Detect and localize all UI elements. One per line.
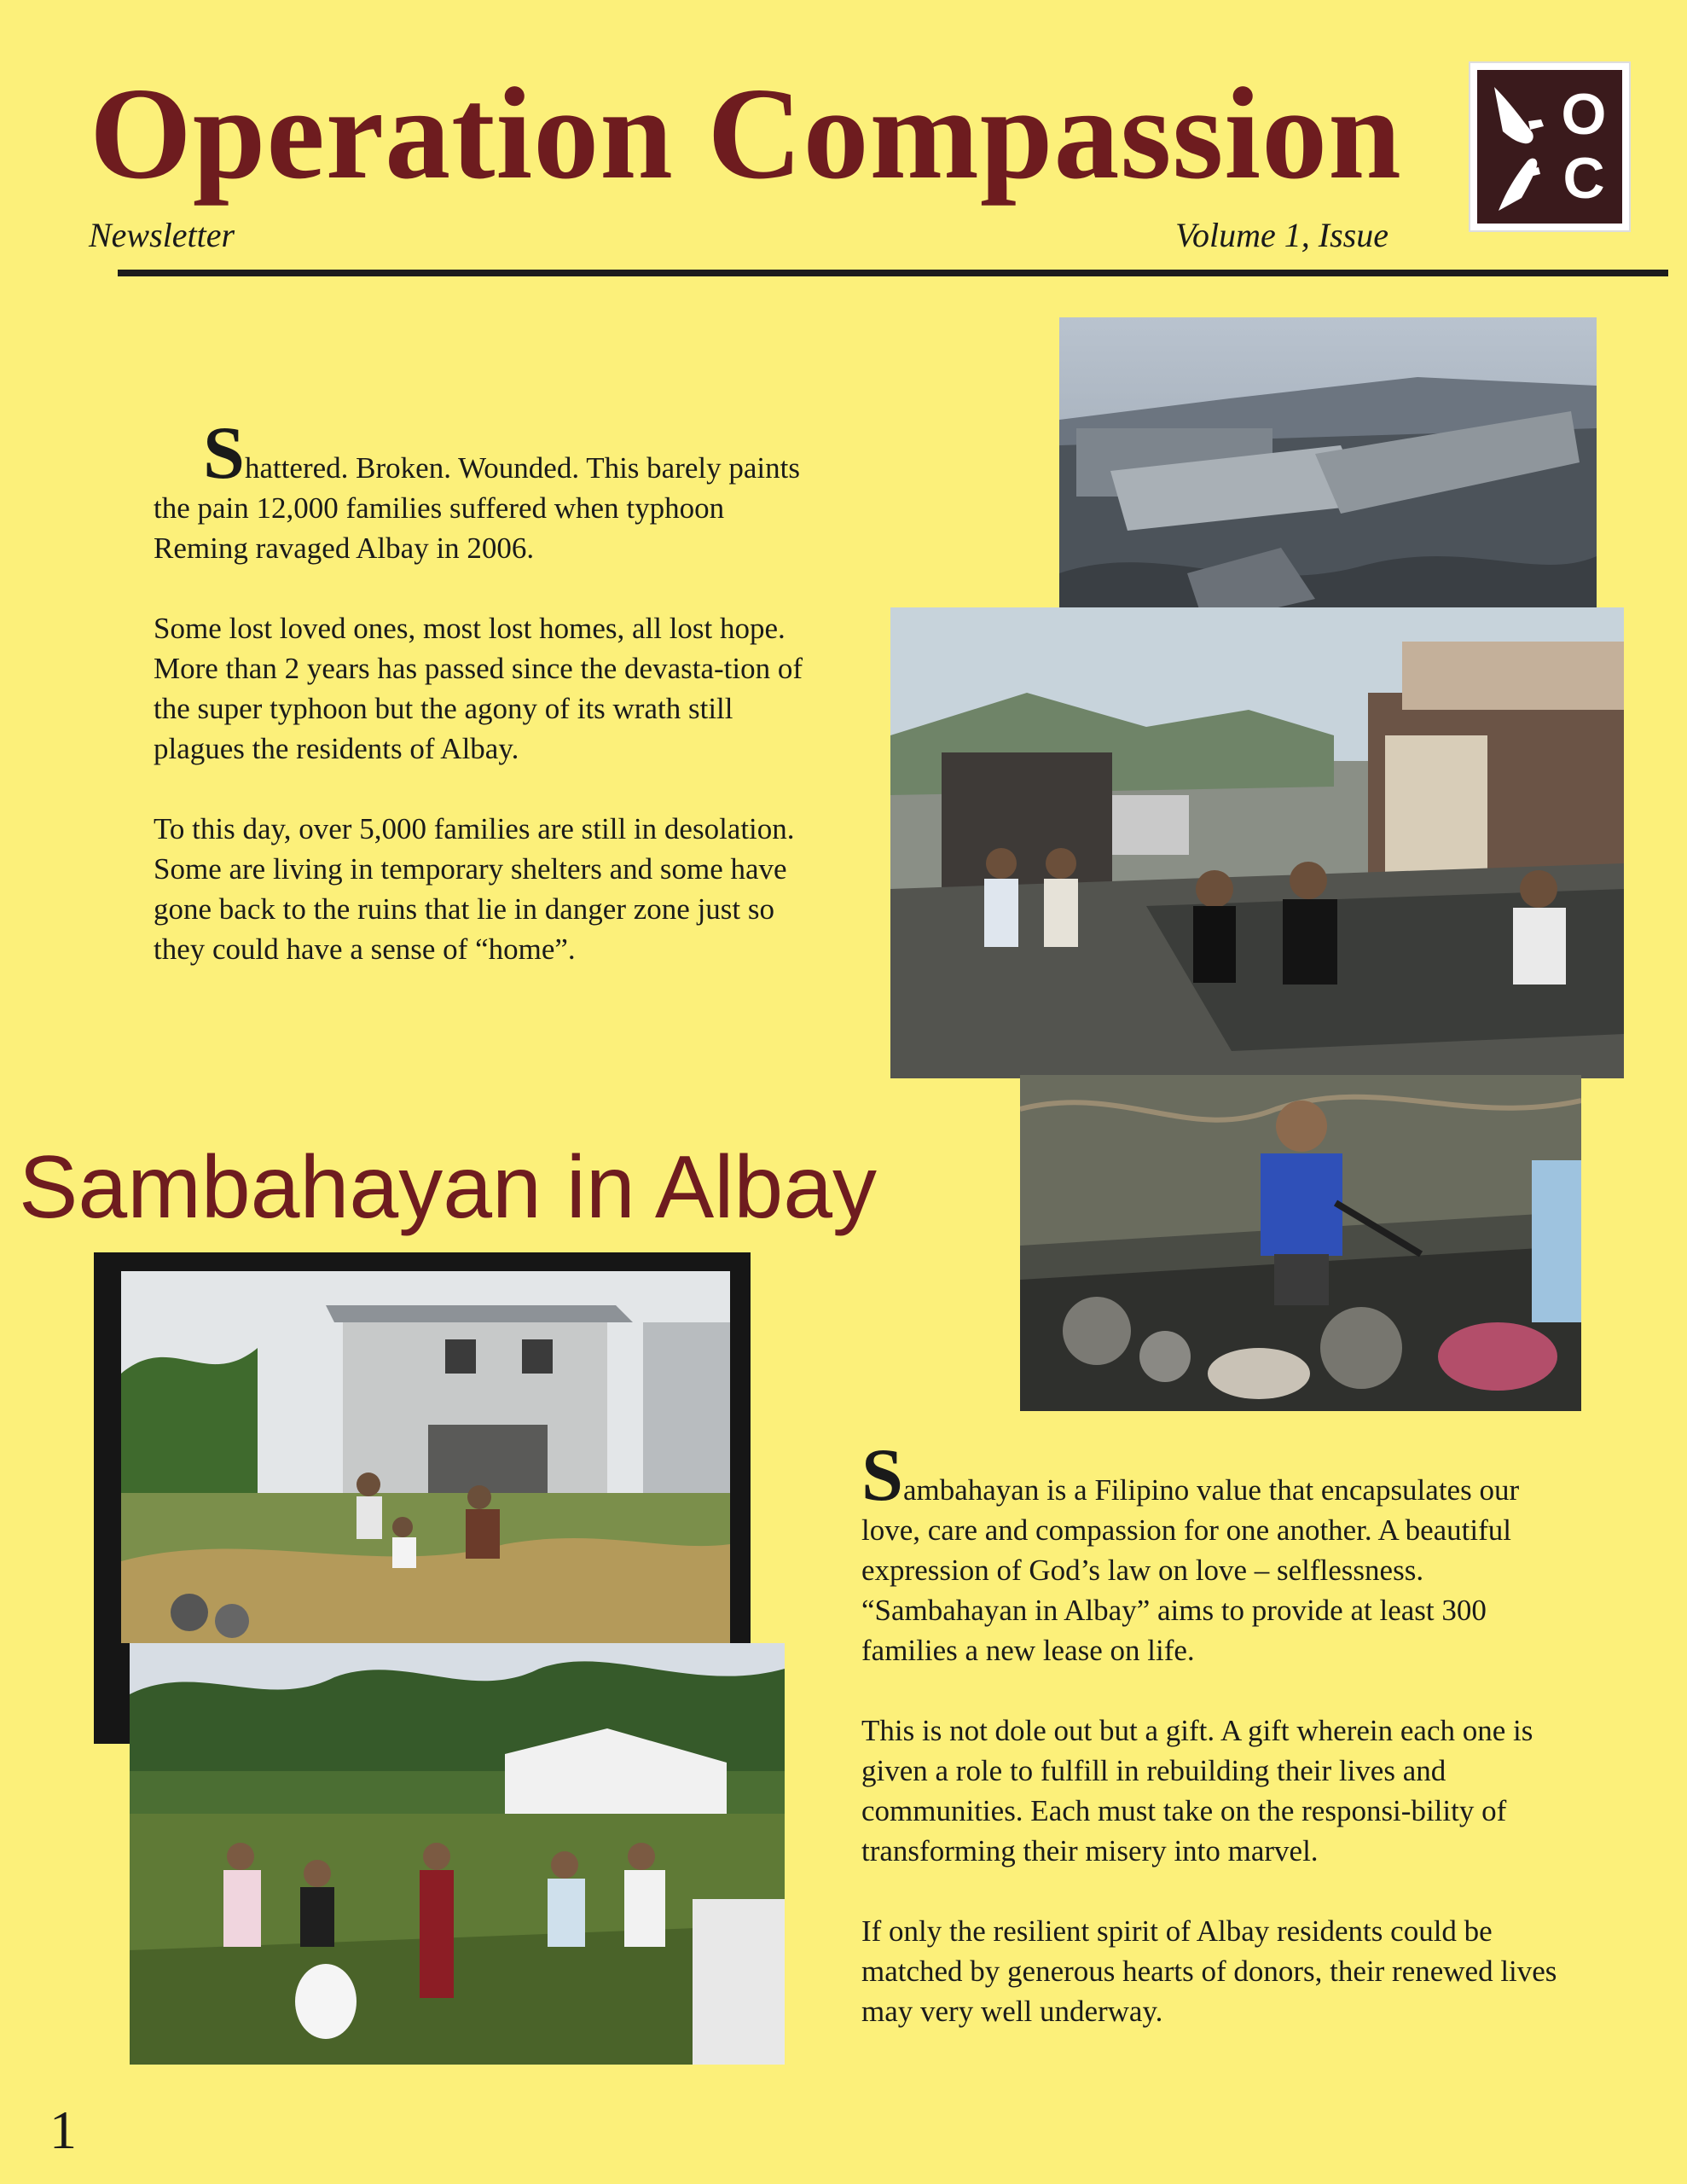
newsletter-title: Operation Compassion (90, 61, 1402, 206)
photo-man-digging (1020, 1075, 1581, 1411)
page-number: 1 (49, 2100, 77, 2160)
intro-dropcap: S (203, 412, 245, 495)
intro-paragraph-1: hattered. Broken. Wounded. This barely paints the pain 12,000 families suffered when typhoon Reming ravaged Albay in 2006. (154, 451, 800, 565)
oc-logo (1469, 61, 1631, 232)
section-dropcap: S (861, 1434, 903, 1517)
intro-paragraph-2: Some lost loved ones, most lost homes, all lost hope. (154, 612, 786, 645)
intro-article (154, 412, 819, 969)
section-paragraph-1: ambahayan is a Filipino value that encapsulates our love, care and compassion for one another. A beautiful expression of God’s law on love – selflessness. (861, 1473, 1520, 1587)
photo-villagers-working (130, 1643, 785, 2065)
hands-icon (1477, 70, 1622, 224)
section-paragraph-4: If only the resilient spirit of Albay residents could be matched by generous hearts of donors, their renewed lives may very well underway. (861, 1914, 1557, 2028)
issue-label: Volume 1, Issue (1175, 216, 1388, 254)
photo-cleanup-crew (890, 607, 1624, 1078)
section-paragraph-3: This is not dole out but a gift. A gift wherein each one is given a role to fulfill in rebuilding their lives and communities. Each must take on the responsi-bility of transforming their misery into marvel. (861, 1714, 1533, 1867)
logo-letter-o: O (1561, 82, 1607, 147)
intro-paragraph-3: More than 2 years has passed since the devasta-tion of the super typhoon but the agony of its wrath still plagues the residents of Albay. (154, 652, 803, 765)
section-paragraph-2: “Sambahayan in Albay” aims to provide at least 300 families a new lease on life. (861, 1594, 1487, 1667)
section-article (861, 1434, 1569, 2031)
masthead-rule (118, 270, 1668, 276)
newsletter-label: Newsletter (89, 216, 235, 254)
logo-letter-c: C (1562, 146, 1605, 211)
photo-house-construction (121, 1271, 730, 1643)
intro-paragraph-4: To this day, over 5,000 families are still in desolation. Some are living in temporary shelters and some have gone back to the ruins that lie in danger zone just so they could have a sense of “home”. (154, 812, 795, 966)
section-title: Sambahayan in Albay (19, 1138, 878, 1237)
